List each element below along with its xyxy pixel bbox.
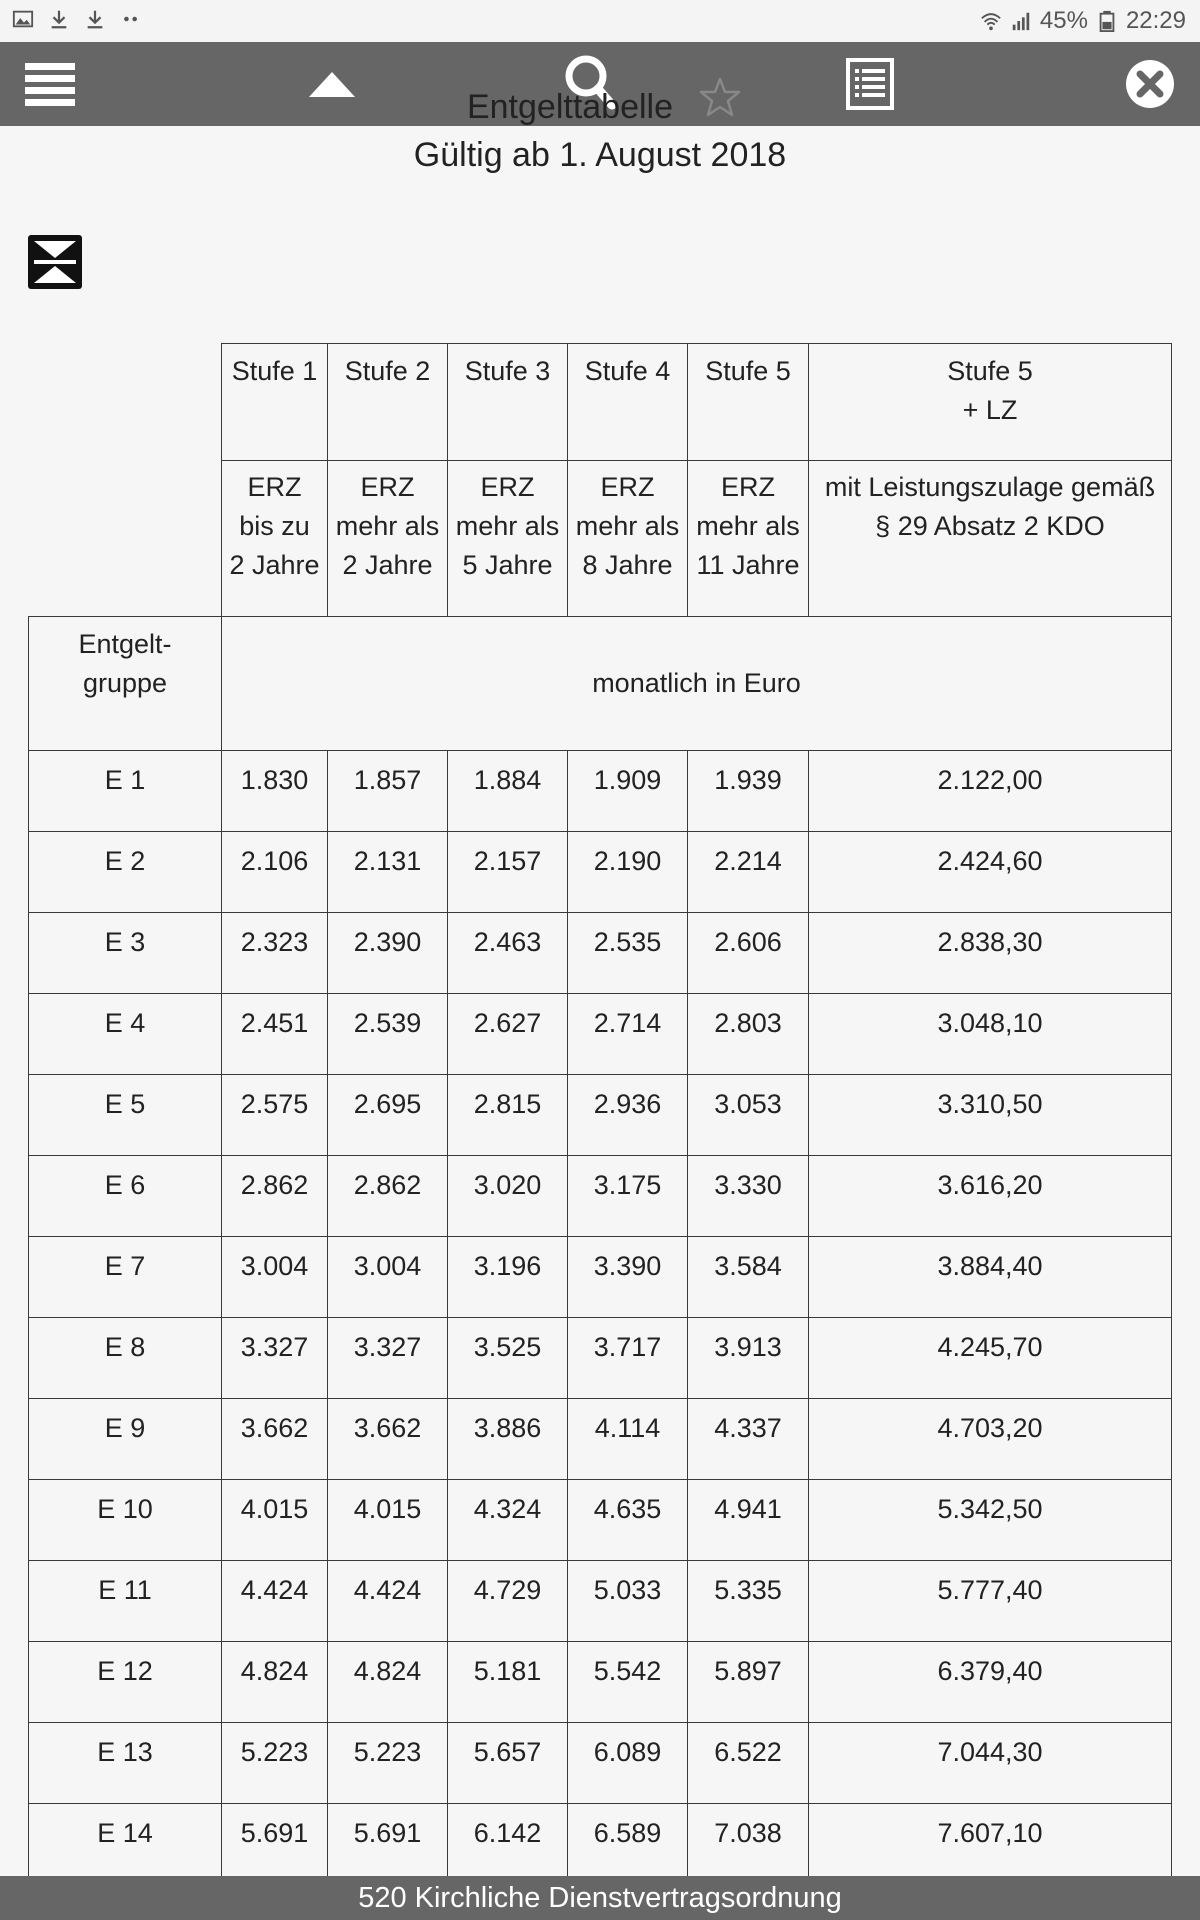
level-header: Stufe 2 [328, 344, 448, 461]
value-cell: 7.038 [688, 1804, 809, 1885]
value-cell: 4.703,20 [809, 1399, 1172, 1480]
value-cell: 3.662 [328, 1399, 448, 1480]
unit-header: monatlich in Euro [222, 617, 1172, 751]
battery-percent: 45% [1039, 7, 1088, 34]
group-cell: E 11 [29, 1561, 222, 1642]
value-cell: 5.223 [222, 1723, 328, 1804]
table-row [29, 751, 1172, 832]
value-cell: 2.323 [222, 913, 328, 994]
value-cell: 5.335 [688, 1561, 809, 1642]
value-cell: 3.004 [328, 1237, 448, 1318]
value-cell: 7.607,10 [809, 1804, 1172, 1885]
table-row [29, 1480, 1172, 1561]
value-cell: 4.824 [328, 1642, 448, 1723]
value-cell: 2.131 [328, 832, 448, 913]
value-cell: 3.175 [568, 1156, 688, 1237]
value-cell: 3.584 [688, 1237, 809, 1318]
table-row [29, 994, 1172, 1075]
value-cell: 4.729 [448, 1561, 568, 1642]
group-cell: E 12 [29, 1642, 222, 1723]
group-cell: E 9 [29, 1399, 222, 1480]
value-cell: 4.015 [328, 1480, 448, 1561]
bookmark-star-icon[interactable] [698, 76, 742, 120]
group-cell: E 1 [29, 751, 222, 832]
value-cell: 3.310,50 [809, 1075, 1172, 1156]
group-cell: E 3 [29, 913, 222, 994]
value-cell: 4.324 [448, 1480, 568, 1561]
value-cell: 7.044,30 [809, 1723, 1172, 1804]
value-cell: 2.606 [688, 913, 809, 994]
value-cell: 2.106 [222, 832, 328, 913]
salary-table [28, 343, 1172, 1885]
value-cell: 5.033 [568, 1561, 688, 1642]
table-row [29, 1642, 1172, 1723]
value-cell: 6.589 [568, 1804, 688, 1885]
footer-chapter-title: 520 Kirchliche Dienstvertragsordnung [0, 1876, 1200, 1920]
group-unit-header-row [29, 617, 1172, 751]
value-cell: 3.525 [448, 1318, 568, 1399]
signal-icon [1010, 10, 1032, 32]
value-cell: 1.939 [688, 751, 809, 832]
table-row [29, 1237, 1172, 1318]
value-cell: 2.535 [568, 913, 688, 994]
value-cell: 2.936 [568, 1075, 688, 1156]
more-dots-icon [120, 8, 142, 30]
download-icon [84, 8, 106, 30]
group-cell: E 8 [29, 1318, 222, 1399]
value-cell: 3.327 [328, 1318, 448, 1399]
wifi-icon [980, 10, 1002, 32]
collapse-icon[interactable] [28, 235, 82, 289]
table-row [29, 1075, 1172, 1156]
table-row [29, 1723, 1172, 1804]
value-cell: 5.223 [328, 1723, 448, 1804]
value-cell: 5.777,40 [809, 1561, 1172, 1642]
value-cell: 2.190 [568, 832, 688, 913]
download-icon [48, 8, 70, 30]
table-row [29, 1561, 1172, 1642]
level-header-row [29, 344, 1172, 461]
table-body [29, 751, 1172, 1885]
table-row [29, 1399, 1172, 1480]
value-cell: 2.122,00 [809, 751, 1172, 832]
value-cell: 4.015 [222, 1480, 328, 1561]
value-cell: 2.714 [568, 994, 688, 1075]
level-header: Stufe 1 [222, 344, 328, 461]
value-cell: 2.390 [328, 913, 448, 994]
value-cell: 3.662 [222, 1399, 328, 1480]
level-header: Stufe 5 [688, 344, 809, 461]
value-cell: 3.004 [222, 1237, 328, 1318]
experience-header: ERZ mehr als 11 Jahre [688, 461, 809, 617]
value-cell: 1.884 [448, 751, 568, 832]
value-cell: 4.337 [688, 1399, 809, 1480]
value-cell: 2.838,30 [809, 913, 1172, 994]
value-cell: 2.695 [328, 1075, 448, 1156]
experience-header: ERZ mehr als 2 Jahre [328, 461, 448, 617]
value-cell: 2.451 [222, 994, 328, 1075]
image-icon [12, 8, 34, 30]
value-cell: 6.522 [688, 1723, 809, 1804]
value-cell: 2.214 [688, 832, 809, 913]
value-cell: 2.539 [328, 994, 448, 1075]
group-header: Entgelt- gruppe [29, 617, 222, 751]
table-row [29, 1318, 1172, 1399]
value-cell: 3.053 [688, 1075, 809, 1156]
value-cell: 1.857 [328, 751, 448, 832]
value-cell: 5.181 [448, 1642, 568, 1723]
value-cell: 6.379,40 [809, 1642, 1172, 1723]
status-bar [0, 0, 1200, 42]
value-cell: 4.941 [688, 1480, 809, 1561]
value-cell: 5.897 [688, 1642, 809, 1723]
value-cell: 4.824 [222, 1642, 328, 1723]
value-cell: 1.909 [568, 751, 688, 832]
page-subtitle: Gültig ab 1. August 2018 [413, 136, 787, 174]
group-cell: E 7 [29, 1237, 222, 1318]
value-cell: 3.913 [688, 1318, 809, 1399]
value-cell: 1.830 [222, 751, 328, 832]
value-cell: 3.020 [448, 1156, 568, 1237]
value-cell: 2.815 [448, 1075, 568, 1156]
value-cell: 2.862 [222, 1156, 328, 1237]
lz-note-header: mit Leistungszulage gemäß § 29 Absatz 2 KDO [809, 461, 1172, 617]
value-cell: 5.342,50 [809, 1480, 1172, 1561]
group-cell: E 2 [29, 832, 222, 913]
value-cell: 5.691 [328, 1804, 448, 1885]
value-cell: 3.886 [448, 1399, 568, 1480]
value-cell: 2.575 [222, 1075, 328, 1156]
value-cell: 5.691 [222, 1804, 328, 1885]
page-title: Entgelttabelle [466, 88, 674, 126]
value-cell: 5.542 [568, 1642, 688, 1723]
group-cell: E 6 [29, 1156, 222, 1237]
value-cell: 3.717 [568, 1318, 688, 1399]
table-row [29, 1804, 1172, 1885]
battery-icon [1096, 10, 1118, 32]
experience-header: ERZ bis zu 2 Jahre [222, 461, 328, 617]
value-cell: 5.657 [448, 1723, 568, 1804]
experience-header: ERZ mehr als 8 Jahre [568, 461, 688, 617]
value-cell: 2.424,60 [809, 832, 1172, 913]
value-cell: 3.390 [568, 1237, 688, 1318]
group-cell: E 13 [29, 1723, 222, 1804]
value-cell: 2.803 [688, 994, 809, 1075]
experience-header-row [29, 461, 1172, 617]
value-cell: 2.157 [448, 832, 568, 913]
value-cell: 3.616,20 [809, 1156, 1172, 1237]
group-cell: E 5 [29, 1075, 222, 1156]
value-cell: 4.424 [222, 1561, 328, 1642]
value-cell: 3.884,40 [809, 1237, 1172, 1318]
value-cell: 3.196 [448, 1237, 568, 1318]
table-row [29, 832, 1172, 913]
group-cell: E 4 [29, 994, 222, 1075]
value-cell: 4.635 [568, 1480, 688, 1561]
level-header: Stufe 3 [448, 344, 568, 461]
value-cell: 2.627 [448, 994, 568, 1075]
level-lz-header: Stufe 5 + LZ [809, 344, 1172, 461]
clock: 22:29 [1125, 7, 1186, 34]
value-cell: 3.327 [222, 1318, 328, 1399]
value-cell: 3.048,10 [809, 994, 1172, 1075]
value-cell: 6.142 [448, 1804, 568, 1885]
value-cell: 4.114 [568, 1399, 688, 1480]
value-cell: 2.463 [448, 913, 568, 994]
table-row [29, 913, 1172, 994]
group-cell: E 14 [29, 1804, 222, 1885]
value-cell: 4.245,70 [809, 1318, 1172, 1399]
value-cell: 2.862 [328, 1156, 448, 1237]
value-cell: 6.089 [568, 1723, 688, 1804]
level-header: Stufe 4 [568, 344, 688, 461]
group-cell: E 10 [29, 1480, 222, 1561]
value-cell: 4.424 [328, 1561, 448, 1642]
experience-header: ERZ mehr als 5 Jahre [448, 461, 568, 617]
table-row [29, 1156, 1172, 1237]
value-cell: 3.330 [688, 1156, 809, 1237]
